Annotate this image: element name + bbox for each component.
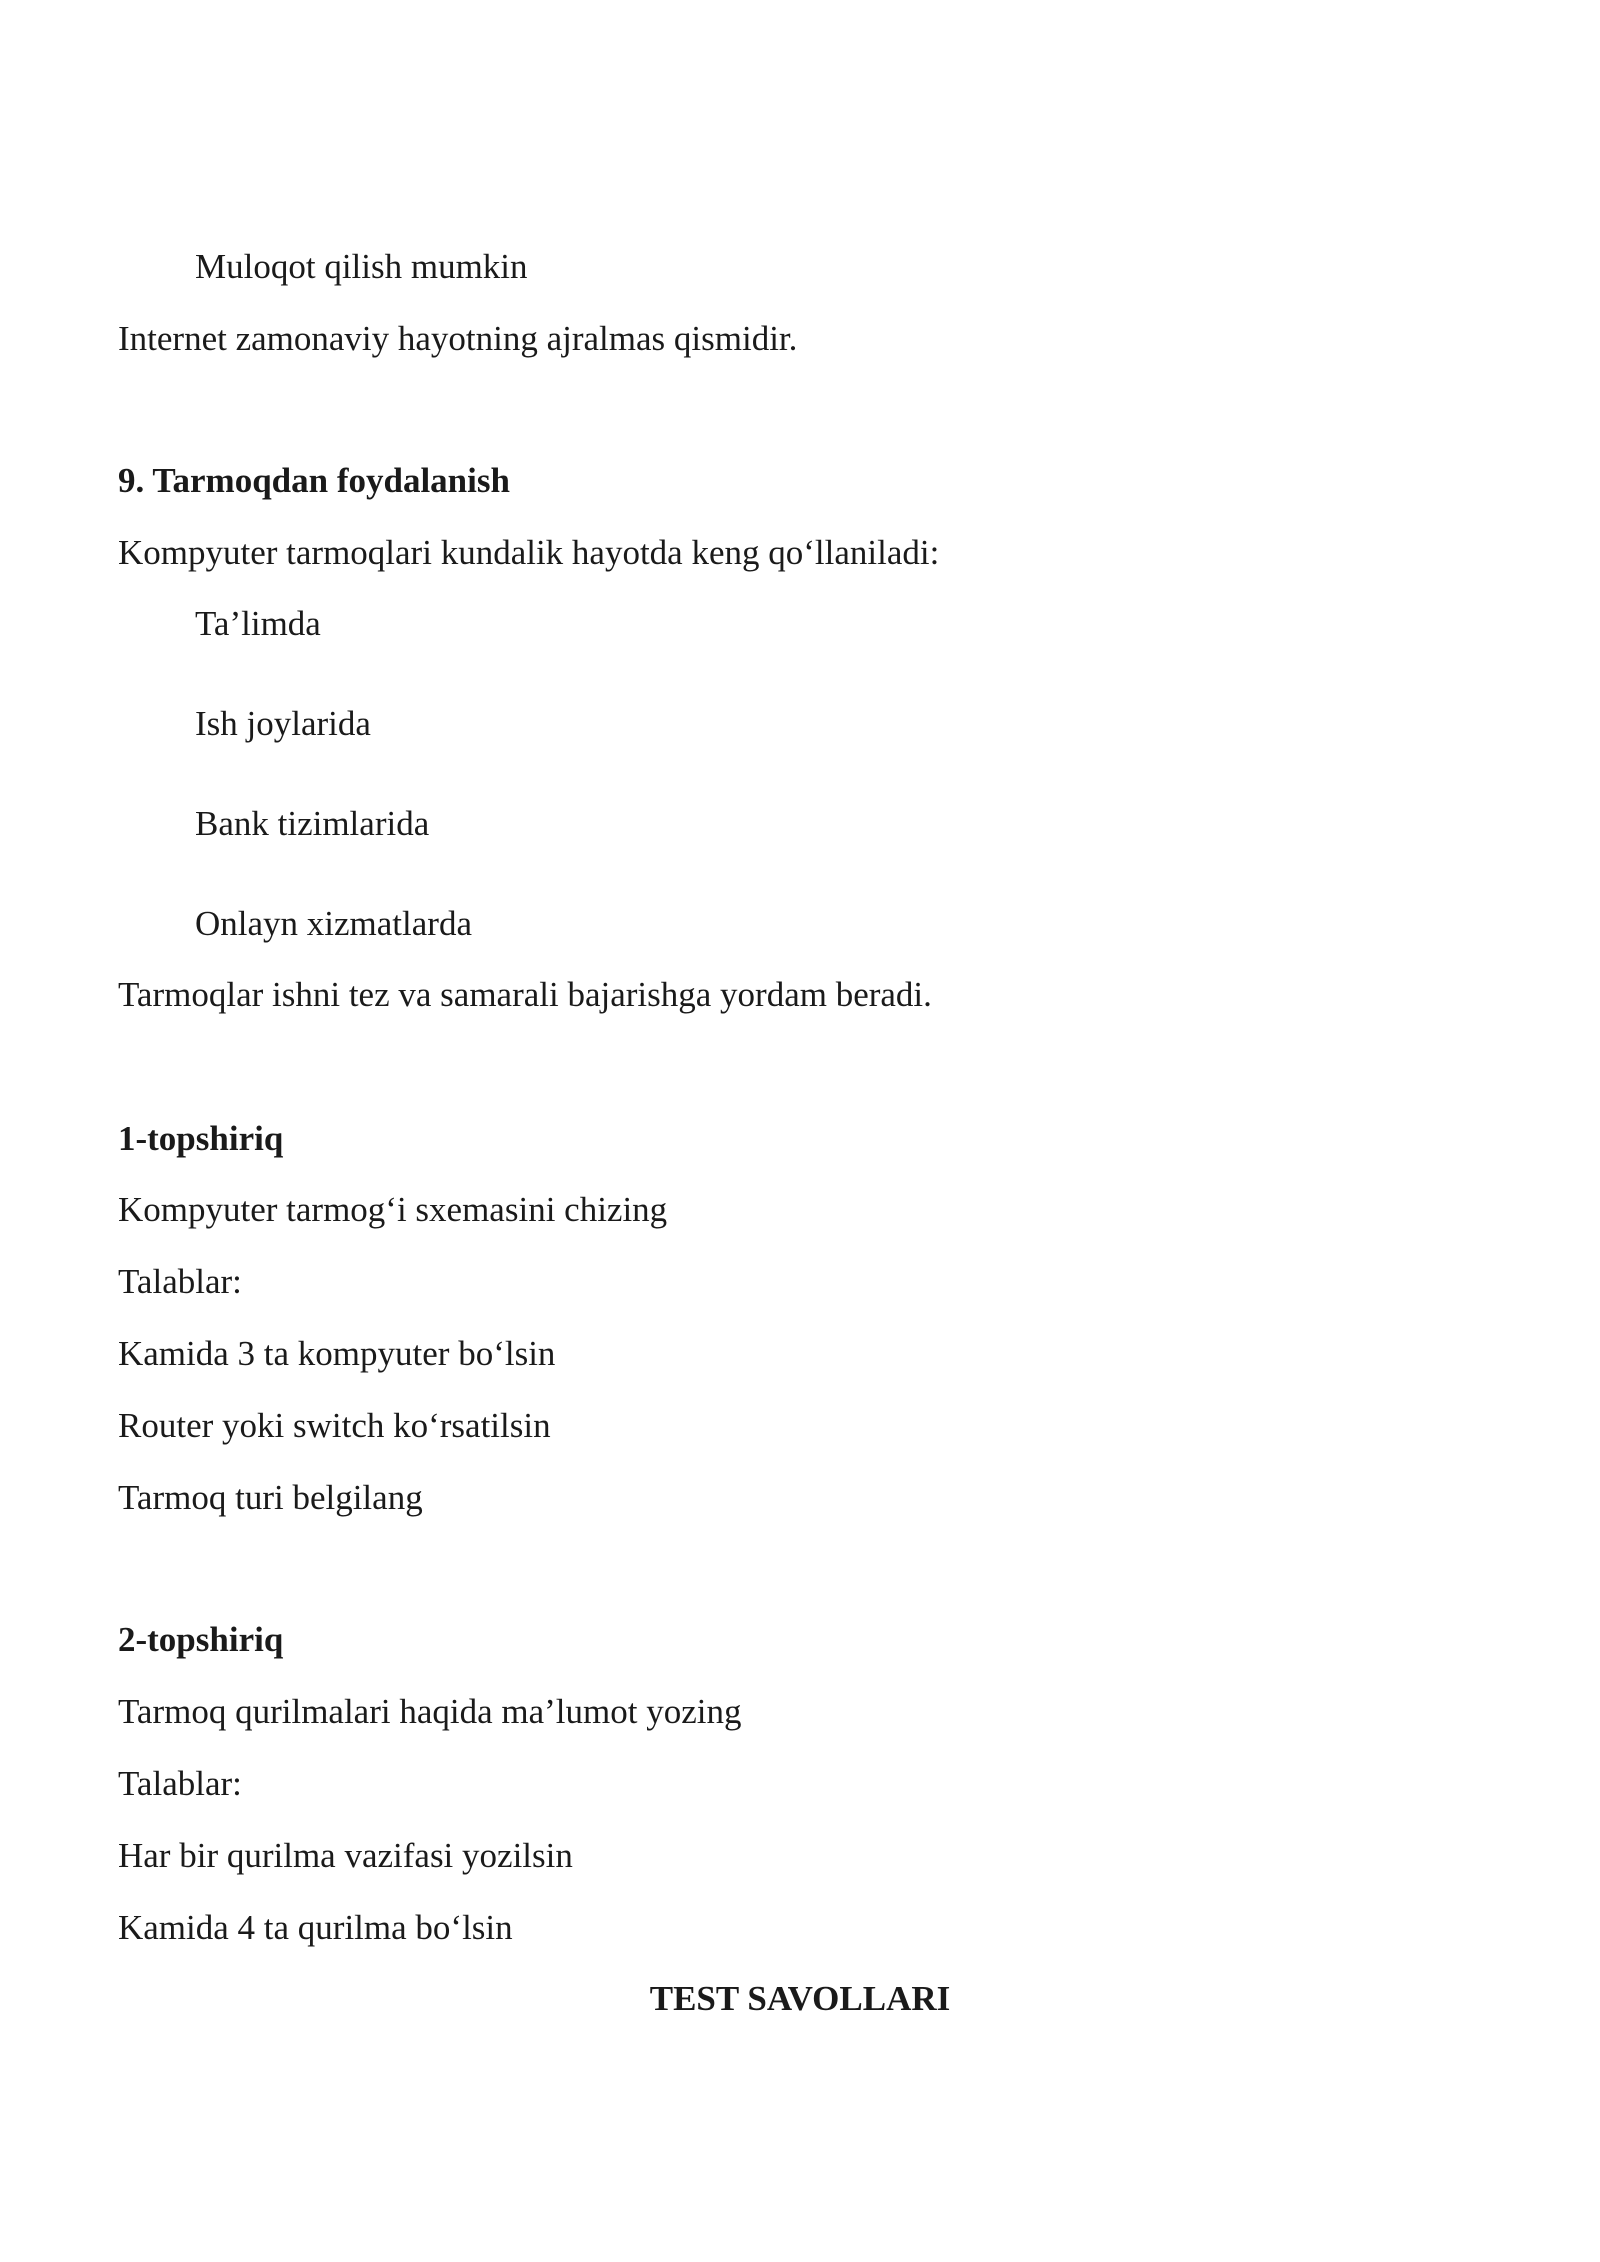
list-item: Onlayn xizmatlarda bbox=[195, 904, 472, 943]
requirements-label: Talablar: bbox=[118, 1262, 242, 1301]
task-description: Tarmoq qurilmalari haqida ma’lumot yozing bbox=[118, 1692, 742, 1731]
bullet-item: Muloqot qilish mumkin bbox=[195, 247, 528, 286]
paragraph: Tarmoqlar ishni tez va samarali bajarishga yordam beradi. bbox=[118, 975, 932, 1014]
requirements-label: Talablar: bbox=[118, 1764, 242, 1803]
requirement-item: Tarmoq turi belgilang bbox=[118, 1478, 423, 1517]
requirement-item: Router yoki switch ko‘rsatilsin bbox=[118, 1406, 551, 1445]
section-heading: 9. Tarmoqdan foydalanish bbox=[118, 461, 510, 500]
test-section-heading: TEST SAVOLLARI bbox=[649, 1979, 951, 2018]
requirement-item: Kamida 3 ta kompyuter bo‘lsin bbox=[118, 1334, 556, 1373]
task-heading: 2-topshiriq bbox=[118, 1620, 284, 1659]
list-item: Bank tizimlarida bbox=[195, 804, 430, 843]
task-description: Kompyuter tarmog‘i sxemasini chizing bbox=[118, 1190, 668, 1229]
requirement-item: Har bir qurilma vazifasi yozilsin bbox=[118, 1836, 573, 1875]
task-heading: 1-topshiriq bbox=[118, 1119, 284, 1158]
list-item: Ta’limda bbox=[195, 604, 321, 643]
list-item: Ish joylarida bbox=[195, 704, 371, 743]
requirement-item: Kamida 4 ta qurilma bo‘lsin bbox=[118, 1908, 513, 1947]
paragraph: Kompyuter tarmoqlari kundalik hayotda keng qo‘llaniladi: bbox=[118, 533, 940, 572]
paragraph: Internet zamonaviy hayotning ajralmas qismidir. bbox=[118, 319, 798, 358]
